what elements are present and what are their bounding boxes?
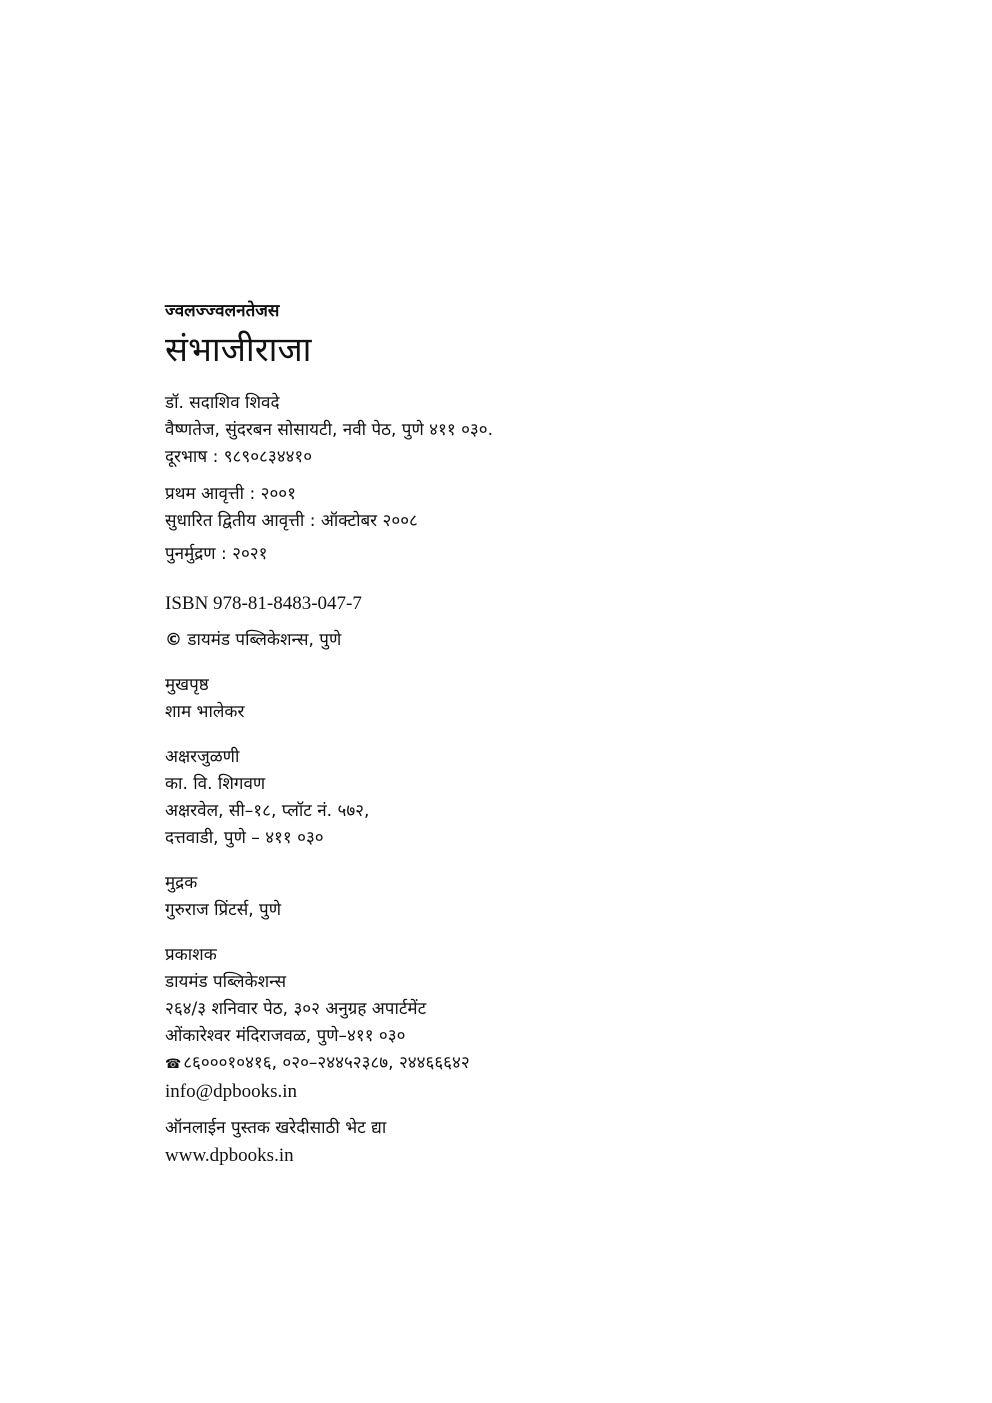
series-name: ज्वलज्ज्वलनतेजस (165, 301, 280, 321)
publisher-phone-numbers: ८६०००१०४१६, ०२०–२४४५२३८७, २४४६६६४२ (183, 1053, 470, 1073)
typesetting-block (165, 744, 925, 852)
author-block (165, 390, 925, 471)
publisher-block (165, 942, 925, 1105)
first-edition: प्रथम आवृत्ती : २००१ (165, 484, 296, 504)
author-address: वैष्णतेज, सुंदरबन सोसायटी, नवी पेठ, पुणे ४११ ०३०. (165, 420, 494, 440)
typesetting-label: अक्षरजुळणी (165, 747, 240, 767)
imprint-page (165, 298, 925, 1169)
copyright-holder: डायमंड पब्लिकेशन्स, पुणे (187, 630, 342, 650)
cover-block (165, 672, 925, 726)
typesetter-address-2: दत्तवाडी, पुणे – ४११ ०३० (165, 828, 324, 848)
typesetter-address-1: अक्षरवेल, सी–१८, प्लॉट नं. ५७२, (165, 801, 370, 821)
author-phone: दूरभाष : ९८९०८३४४१० (165, 447, 313, 467)
copyright-icon: © (165, 630, 182, 650)
book-title: संभाजीराजा (165, 330, 312, 370)
author-name: डॉ. सदाशिव शिवदे (165, 393, 280, 413)
publisher-name: डायमंड पब्लिकेशन्स (165, 972, 287, 992)
telephone-icon: ☎ (165, 1057, 182, 1072)
publisher-email[interactable]: info@dpbooks.in (165, 1081, 298, 1102)
online-text: ऑनलाईन पुस्तक खरेदीसाठी भेट द्या (165, 1118, 387, 1138)
edition-block (165, 481, 925, 568)
printer-block (165, 870, 925, 924)
publisher-address-2: ओंकारेश्वर मंदिराजवळ, पुणे–४११ ०३० (165, 1026, 406, 1046)
cover-artist: शाम भालेकर (165, 702, 245, 722)
copyright-line (165, 627, 925, 654)
online-block (165, 1115, 925, 1169)
publisher-address-1: २६४/३ शनिवार पेठ, ३०२ अनुग्रह अपार्टमेंट (165, 999, 427, 1019)
revised-edition: सुधारित द्वितीय आवृत्ती : ऑक्टोबर २००८ (165, 511, 418, 531)
typesetter-name: का. वि. शिगवण (165, 774, 266, 794)
reprint-edition: पुनर्मुद्रण : २०२१ (165, 544, 268, 564)
publisher-label: प्रकाशक (165, 945, 217, 965)
publisher-phones (165, 1050, 925, 1078)
isbn: ISBN 978-81-8483-047-7 (165, 593, 362, 614)
printer-name: गुरुराज प्रिंटर्स, पुणे (165, 900, 282, 920)
cover-label: मुखपृष्ठ (165, 675, 209, 695)
printer-label: मुद्रक (165, 873, 198, 893)
website-url[interactable]: www.dpbooks.in (165, 1145, 294, 1166)
